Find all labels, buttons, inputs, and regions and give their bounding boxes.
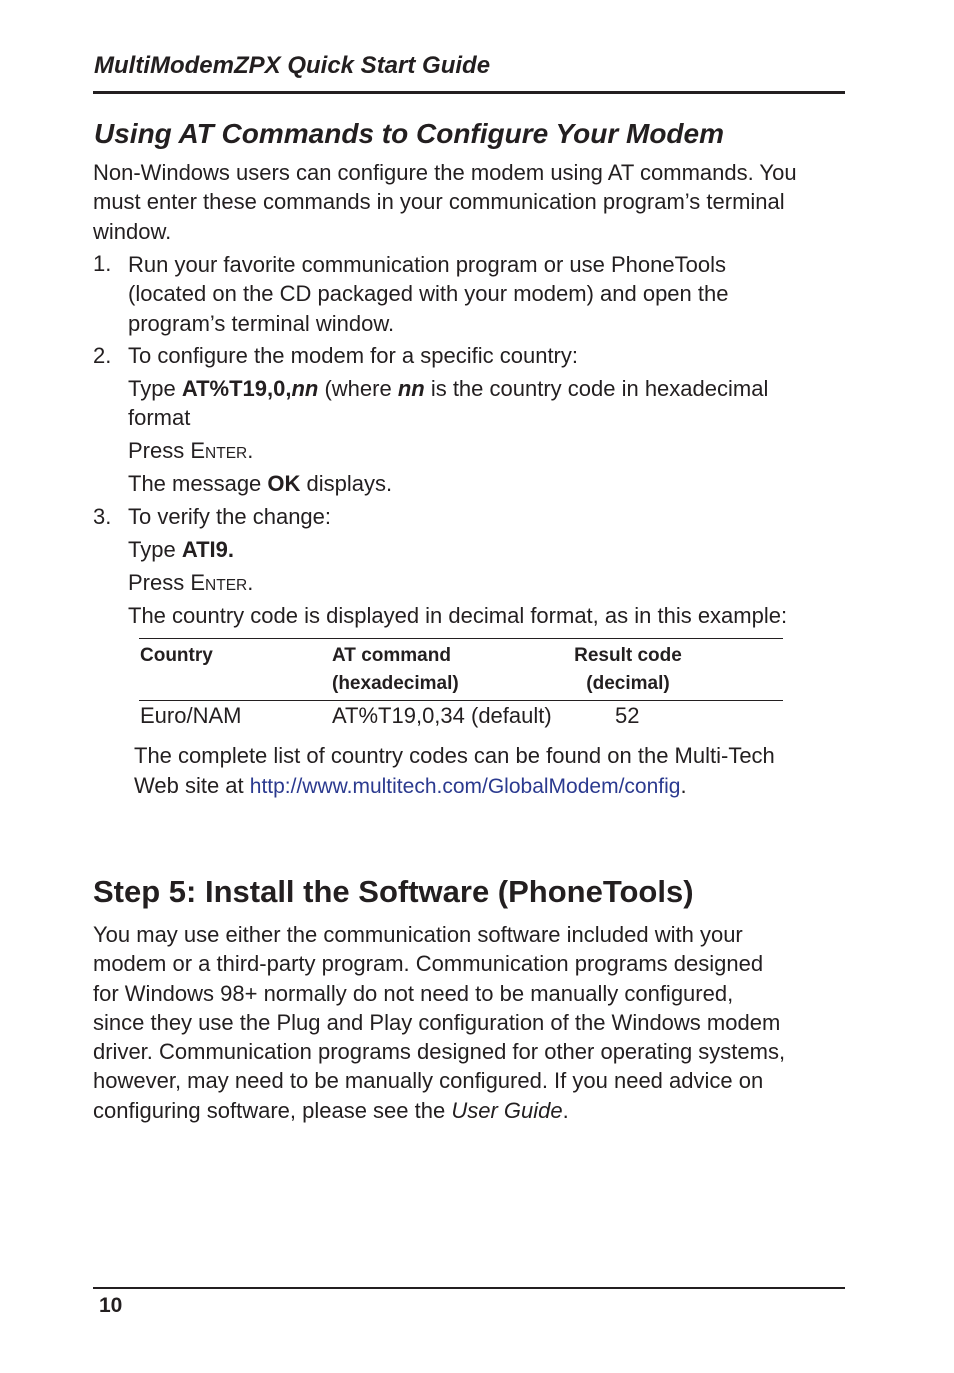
step-1-line: program’s terminal window. — [128, 310, 395, 336]
step-1-line: (located on the CD packaged with your modem) and open the — [128, 281, 729, 307]
where-variable: nn — [397, 376, 425, 401]
step-5-line: driver. Communication programs designed for other operating systems, — [93, 1039, 786, 1065]
press-suffix: . — [247, 438, 254, 463]
step-5-line: however, may need to be manually configured. If you need advice on — [93, 1068, 764, 1094]
where-text: (where — [318, 376, 398, 401]
table-cell-result: 52 — [615, 703, 640, 728]
type-label: Type — [128, 376, 182, 401]
table-cell-country: Euro/NAM — [140, 703, 242, 728]
web-site-prefix: Web site at — [134, 773, 250, 798]
step-2-press-enter — [128, 438, 253, 464]
type-label: Type — [128, 537, 182, 562]
web-site-suffix: . — [680, 773, 687, 798]
header-rule — [93, 91, 845, 94]
table-cell-command: AT%T19,0,34 (default) — [332, 703, 552, 728]
ok-message: OK — [267, 471, 301, 496]
step-3-type-line — [128, 537, 234, 563]
step-2-text: To configure the modem for a specific country: — [128, 343, 578, 368]
step-2-type-line — [128, 376, 768, 402]
header-result-code — [568, 642, 688, 698]
step-2-type-continuation: format — [128, 405, 191, 430]
complete-list-line-1: The complete list of country codes can be found on the Multi-Tech — [134, 743, 775, 768]
section-title: Using AT Commands to Configure Your Modem — [94, 118, 724, 149]
step-5-line: You may use either the communication software included with your — [93, 922, 743, 947]
where-rest: is the country code in hexadecimal — [424, 376, 769, 401]
header-at-line: AT command — [332, 645, 451, 666]
enter-key: NTER — [205, 445, 248, 462]
step-3-number: 3. — [93, 504, 112, 529]
step-5-title: Step 5: Install the Software (PhoneTools) — [93, 874, 694, 909]
step-2-message — [128, 471, 392, 497]
complete-list-line-2 — [134, 773, 687, 799]
intro-line: window. — [93, 218, 172, 244]
page-number: 10 — [99, 1294, 123, 1317]
step-5-paragraph — [93, 920, 785, 1125]
step-5-line: since they use the Plug and Play configuration of the Windows modem — [93, 1009, 781, 1035]
intro-paragraph — [93, 158, 797, 246]
header-country: Country — [140, 645, 213, 666]
step-1-text — [128, 250, 728, 338]
message-suffix: displays. — [300, 471, 393, 496]
step-3-example-text: The country code is displayed in decimal format, as in this example: — [128, 603, 788, 628]
table-header-rule — [139, 700, 783, 701]
step-1-line: Run your favorite communication program or use PhoneTools — [128, 252, 726, 277]
header-result-line: Result code — [574, 645, 682, 666]
header-at-command — [332, 642, 459, 698]
step-3-text: To verify the change: — [128, 504, 332, 529]
table-top-rule — [139, 638, 783, 639]
message-prefix: The message — [128, 471, 268, 496]
command-variable: nn — [291, 376, 319, 401]
footer-rule — [93, 1287, 845, 1289]
header-at-line: (hexadecimal) — [332, 673, 459, 694]
step-1-number: 1. — [93, 251, 112, 276]
running-head: MultiModemZPX Quick Start Guide — [94, 52, 491, 79]
at-command: AT%T19,0, — [181, 376, 292, 401]
step-5-last-line — [93, 1096, 785, 1125]
step-3-press-enter — [128, 570, 253, 596]
header-result-line: (decimal) — [586, 673, 670, 694]
intro-line: must enter these commands in your communication program’s terminal — [93, 189, 785, 215]
last-line-suffix: . — [562, 1097, 569, 1123]
step-5-line: for Windows 98+ normally do not need to be manually configured, — [93, 980, 734, 1006]
user-guide-title: User Guide — [451, 1097, 563, 1123]
press-suffix: . — [247, 570, 254, 595]
config-link[interactable]: http://www.multitech.com/GlobalModem/config — [249, 775, 681, 798]
ati9-command: ATI9. — [181, 537, 234, 562]
enter-key: NTER — [205, 577, 248, 594]
intro-line: Non-Windows users can configure the modem using AT commands. You — [93, 160, 797, 185]
step-2-number: 2. — [93, 343, 112, 368]
last-line-prefix: configuring software, please see the — [93, 1097, 452, 1123]
press-label: Press E — [128, 570, 206, 595]
press-label: Press E — [128, 438, 206, 463]
step-5-line: modem or a third-party program. Communication programs designed — [93, 951, 764, 977]
